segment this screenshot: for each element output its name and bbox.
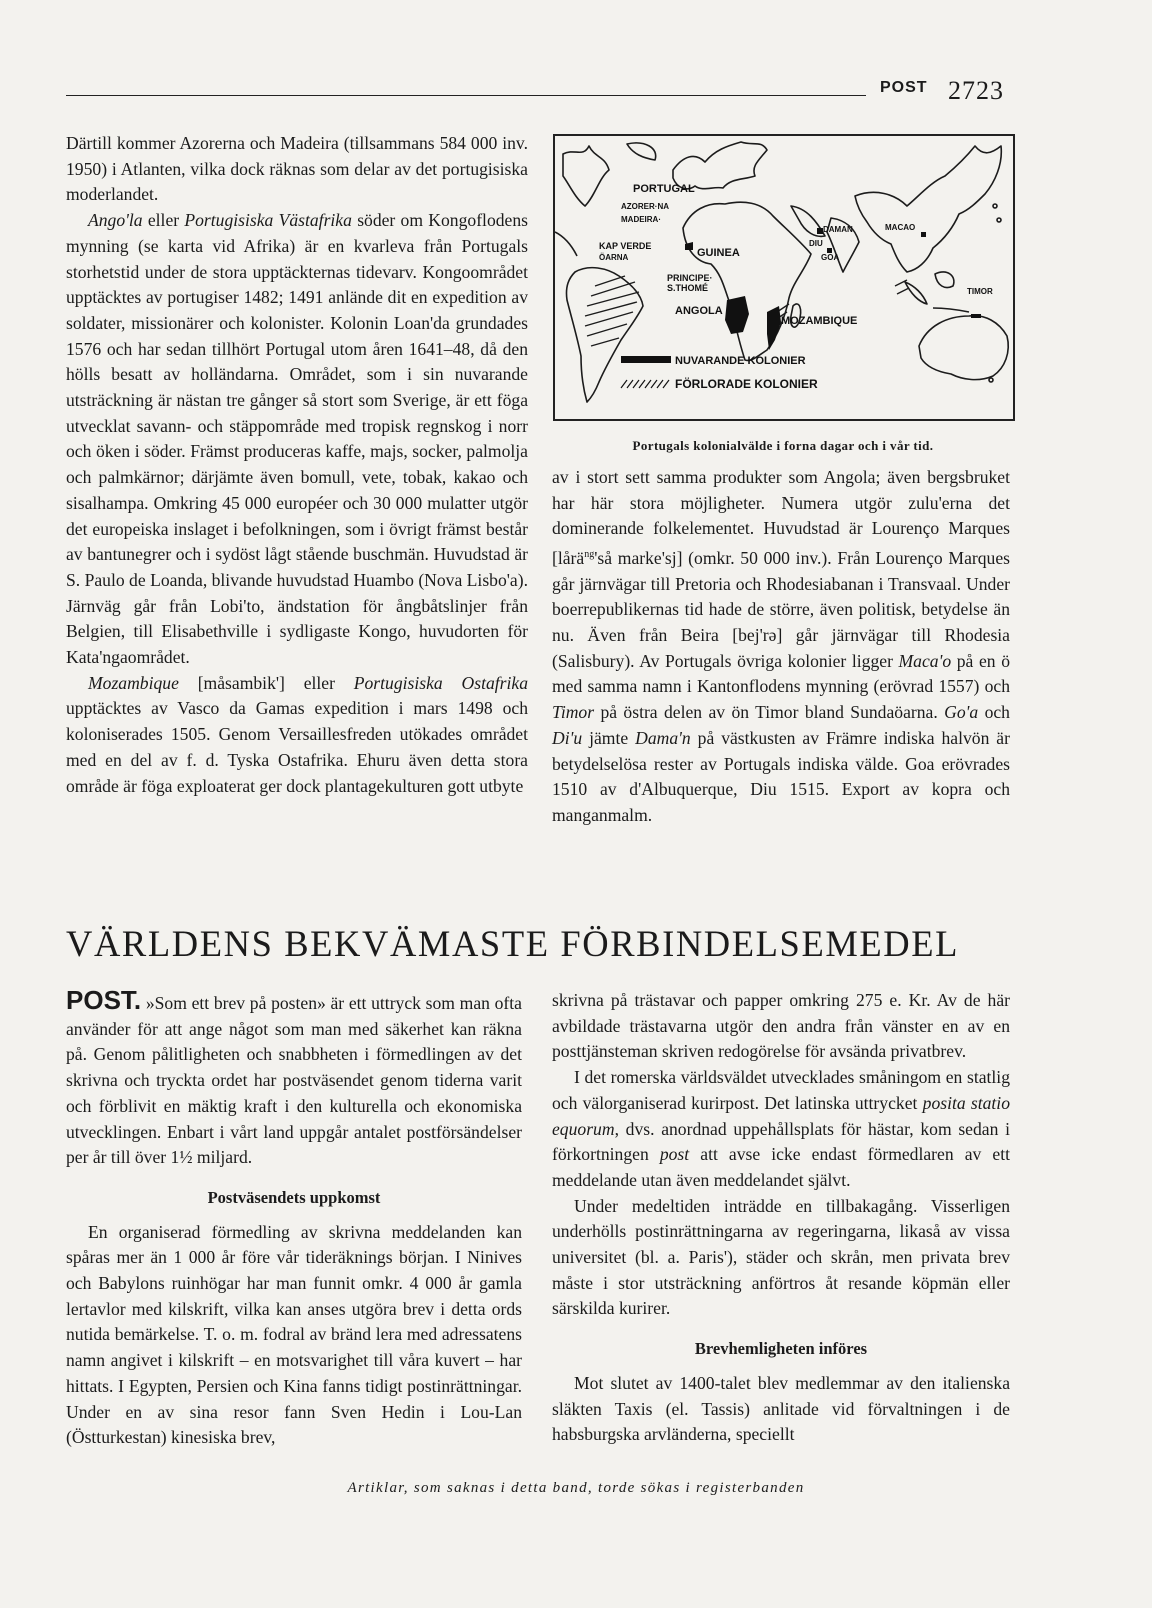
footer-note: Artiklar, som saknas i detta band, torde sökas i registerbanden bbox=[347, 1480, 805, 1496]
subheading-postvasendets-uppkomst: Postväsendets uppkomst bbox=[207, 1187, 381, 1207]
paragraph-post-intro bbox=[66, 985, 522, 1171]
central-america-outline bbox=[555, 232, 577, 256]
roman-post-3: att avse icke endast förmedlaren av ett meddelande utan även meddelandet självt. bbox=[552, 1144, 1011, 1190]
term-post: post bbox=[659, 1144, 690, 1165]
mozambique-cont-5: på västkusten av Främre indiska halvön är betydelselösa rester av Portugals indiska välde. Goa erövrades 1510 av d'Albuquerque, Diu 1515. Export av kopra och manganmalm. bbox=[552, 727, 1010, 825]
map-label-mozambique: MOZAMBIQUE bbox=[781, 315, 858, 327]
map-label-sthome: S.THOMÉ bbox=[667, 283, 709, 293]
paragraph-azores: Därtill kommer Azorerna och Madeira (tillsammans 584 000 inv. 1950) i Atlanten, vilka dock räknas som delar av det portugisiska moderlandet. bbox=[66, 133, 528, 205]
legend-lost-label: FÖRLORADE KOLONIER bbox=[675, 377, 818, 391]
sumatra-outline bbox=[905, 282, 927, 304]
map-label-oarna: ÖARNA bbox=[599, 253, 629, 262]
post-intro-body: »Som ett brev på posten» är ett uttryck som man ofta använder för att ange något som man med säkerhet kan räkna på. Genom pålitligheten och snabbheten i förmedlingen av det skrivna och tryckta ordet har postväsendet genom tiderna varit och förblivit en mäktig kraft i den kulturella och ekonomiska utvecklingen. Enbart i vårt land uppgår antalet postförsändelser per år till över 1½ miljard. bbox=[66, 993, 522, 1168]
map-label-diu: DIU bbox=[809, 239, 823, 248]
map-label-macao: MACAO bbox=[885, 223, 916, 232]
header-rule bbox=[66, 95, 866, 96]
roman-post-2: , dvs. anordnad uppehållsplats för hästar, kom sedan i förkortningen bbox=[552, 1118, 1010, 1165]
map-label-kap-verde: KAP VERDE bbox=[599, 241, 652, 251]
mozambique-pronunciation: [måsambik'] eller bbox=[178, 672, 354, 693]
term-macao: Maca'o bbox=[898, 650, 952, 671]
article-column-left-bottom bbox=[66, 985, 522, 1451]
legend-current-label: NUVARANDE KOLONIER bbox=[675, 355, 806, 367]
page-number: 2723 bbox=[948, 76, 1004, 105]
term-mozambique: Mozambique bbox=[88, 672, 179, 693]
mozambique-cont-2: 'så marke'sj] (omkr. 50 000 inv.). Från Lourenço Marques går järnvägar till Pretoria och Rhodesiabanan i Transvaal. Under boerrepublikernas tid hade de större, även politisk, betydelse än nu. Även från Beira [bej'rə] går järnvägar till Rhodesia (Salisbury). Av Portugals övriga kolonier ligger bbox=[552, 547, 1010, 671]
map-label-goa: GOA bbox=[821, 253, 840, 262]
paragraph-mozambique bbox=[66, 671, 528, 800]
map-label-daman: DAMAN bbox=[823, 225, 853, 234]
greenland-outline bbox=[627, 143, 656, 160]
mozambique-cont-4: på östra delen av ön Timor bland Sundaöarna. bbox=[594, 702, 945, 723]
roman-post-1: I det romerska världsväldet utvecklades småningom en statlig och välorganiserad kurirpost. Det latinska uttrycket bbox=[552, 1067, 1010, 1113]
paragraph-wooden-sticks: skrivna på trästavar och papper omkring 275 e. Kr. Av de här avbildade trästavarna utgör den andra från vänster en av en posttjänsteman skriven redogörelse för avsända privatbrev. bbox=[552, 990, 1010, 1062]
article-column-right-bottom bbox=[552, 988, 1010, 1448]
paragraph-angola bbox=[66, 208, 528, 671]
entry-headword: POST. bbox=[66, 985, 142, 1015]
term-angola: Ango'la bbox=[88, 210, 143, 231]
map-drawing bbox=[555, 136, 1013, 419]
paragraph-mozambique-cont bbox=[552, 465, 1010, 829]
mozambique-cont-1: av i stort sett samma produkter som Angola; även bergsbruket har här stora möjligheter. Numera utgör zulu'erna det dominerande folkelementet. Huvudstad är Lourenço Marques [lårä bbox=[552, 467, 1010, 568]
asia-outline bbox=[855, 146, 1001, 272]
australia-outline bbox=[919, 316, 1008, 380]
article-column-left-top bbox=[66, 131, 528, 799]
map-label-angola: ANGOLA bbox=[675, 305, 723, 317]
mozambique-cont-3: på en ö med samma namn i Kantonflodens mynning (erövrad 1557) och bbox=[552, 650, 1010, 697]
borneo-outline bbox=[935, 272, 954, 288]
mozambique-fill bbox=[767, 306, 781, 350]
colonial-map bbox=[553, 134, 1015, 421]
text-connector: och bbox=[978, 702, 1010, 723]
paragraph-roman-post bbox=[552, 1065, 1010, 1194]
legend-current-swatch bbox=[621, 356, 671, 363]
legend-lost-swatch bbox=[621, 380, 669, 388]
indonesia-islands bbox=[933, 308, 969, 312]
paragraph-medieval: Under medeltiden inträdde en tillbakagång. Visserligen underhölls postinrättningarna av regeringarna, likaså av vissa universitet (bl. a. Paris'), städer och skrån, men privata brev måste i stor utsträckning anförtros åt resande köpmän eller särskilda kurirer. bbox=[552, 1195, 1010, 1319]
text-connector: jämte bbox=[582, 727, 636, 748]
term-daman: Dama'n bbox=[635, 727, 691, 748]
term-timor: Timor bbox=[552, 702, 595, 723]
timor-dot bbox=[971, 314, 981, 318]
mozambique-body: upptäcktes av Vasco da Gamas expedition i mars 1498 och koloniserades 1505. Genom Versaillesfreden utökades området med en del av f. d. Tyska Ostafrika. Ehuru även detta stora område är föga exploaterat ger dock plantagekulturen gott utbyte bbox=[66, 698, 528, 796]
north-america-outline bbox=[563, 146, 609, 206]
paragraph-origins: En organiserad förmedling av skrivna meddelanden kan spåras mer än 1 000 år före vår tideräknings början. I Ninives och Babylons ruinhögar har man funnit omkr. 4 000 år gamla lertavlor med kilskrift, vilka kan anses utgöra brev i detta ords nutida bemärkelse. T. o. m. fodral av bränd lera med adressatens namn angivet i kilskrift – en motsvarighet till våra kuvert – har hittats. I Egypten, Persien och Kina fanns tidigt postinrättningar. Under en av sina resor fann Sven Hedin i Lou-Lan (Östturkestan) kinesiska brev, bbox=[66, 1221, 522, 1448]
europe-outline bbox=[673, 142, 767, 189]
map-label-portugal: PORTUGAL bbox=[633, 183, 695, 195]
section-title: VÄRLDENS BEKVÄMASTE FÖRBINDELSEMEDEL bbox=[66, 923, 960, 964]
map-caption: Portugals kolonialvälde i forna dagar och i vår tid. bbox=[632, 438, 934, 453]
map-label-azorerna: AZORER·NA bbox=[621, 202, 669, 211]
article-column-right-top bbox=[552, 465, 1010, 829]
map-label-timor: TIMOR bbox=[967, 287, 993, 296]
term-portugisiska-vastafrika: Portugisiska Västafrika bbox=[184, 210, 352, 231]
running-head: POST bbox=[880, 79, 928, 96]
term-portugisiska-ostafrika: Portugisiska Ostafrika bbox=[353, 672, 528, 693]
map-legend bbox=[621, 355, 818, 391]
text-connector: eller bbox=[142, 210, 185, 231]
macao-dot bbox=[921, 232, 926, 237]
term-diu: Di'u bbox=[552, 727, 583, 748]
angola-fill bbox=[725, 296, 749, 334]
term-posita-statio-equorum: posita statio equorum bbox=[552, 1092, 1010, 1139]
term-goa: Go'a bbox=[944, 702, 979, 723]
map-label-principe: PRINCIPE· bbox=[667, 273, 713, 283]
paragraph-taxis: Mot slutet av 1400-talet blev medlemmar av den italienska släkten Taxis (el. Tassis) anlitade vid förvaltningen i de habsburgska arvländerna, speciellt bbox=[552, 1372, 1010, 1445]
angola-body: söder om Kongoflodens mynning (se karta vid Afrika) är en kvarleva från Portugals storhetstid under de stora upptäckternas tidevarv. Kongoområdet upptäcktes av portugiser 1482; 1491 anlände dit en expedition av soldater, missionärer och kolonister. Kolonin Loan'da grundades 1576 och har sedan tillhört Portugal utom åren 1641–48, då den hölls besatt av holländarna. Området, som i sin nuvarande utsträckning är nästan tre gånger så stort som Sverige, är ett föga utvecklat savann- och stäppområde med tropisk regnskog i norr och öken i söder. Främst produceras kaffe, majs, socker, palmolja och palmkärnor; därjämte även bomull, vete, tobak, kakao och sisalhampa. Omkring 45 000 européer och 30 000 mulatter utgör det europeiska inslaget i befolkningen, som i övrigt främst består av bantunegrer och i sydöst lågt stående buschmän. Huvudstad är S. Paulo de Loanda, blivande huvudstad Huambo (Nova Lisbo'a). Järnväg går från Lobi'to, ändstation för ångbåtslinjer från Belgien, till Elisabethville i sydligaste Kongo, huvudorten för Kata'ngaområdet. bbox=[66, 210, 528, 668]
map-label-madeira: MADEIRA· bbox=[621, 215, 661, 224]
map-label-guinea: GUINEA bbox=[697, 247, 740, 259]
subheading-brevhemligheten: Brevhemligheten införes bbox=[694, 1339, 868, 1359]
pronunciation-superscript: ng bbox=[584, 549, 595, 561]
